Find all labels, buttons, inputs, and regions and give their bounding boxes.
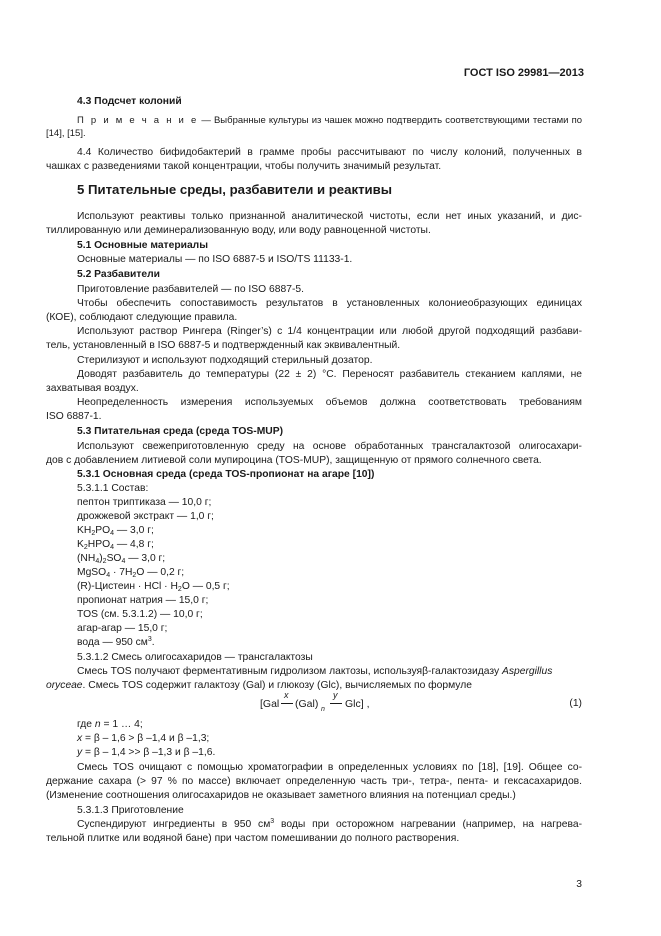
x-line: x = β – 1,6 > β –1,4 и β –1,3; (77, 733, 210, 744)
ingredient-item: дрожжевой экстракт — 1,0 г; (77, 511, 214, 522)
section-5-3-line: дов с добавлением литиевой соли мупироцина (TOS-MUP), защищенную от прямого солнечного света. (46, 455, 542, 466)
section-5-2-line: ISO 6887-1. (46, 411, 102, 422)
section-5-3-line: Используют свежеприготовленную среду на основе обработанных трансгалактозой олигосахари- (77, 441, 582, 452)
section-5-2-line: Чтобы обеспечить сопоставимость результатов в установленных колониеобразующих единицах (77, 298, 582, 309)
tos-line-1: Смесь TOS получают ферментативным гидролизом лактозы, используяβ-галактозидазу Aspergillus (77, 666, 553, 677)
where-line: где n = 1 … 4; (77, 719, 143, 730)
section-5-2-line: Стерилизуют и используют подходящий стерильный дозатор. (77, 355, 373, 366)
para-4-4-line-2: чашках с разведениями такой концентрации, чтобы получить значимый результат. (46, 161, 442, 172)
y-line: y = β – 1,4 >> β –1,3 и β –1,6. (77, 747, 216, 758)
prep-line-1: Суспендируют ингредиенты в 950 $см^3$ воды при осторожном нагревании (например, на нагрева- (77, 818, 583, 830)
prep-line-2: тельной плитке или водяной бане) при частом помешивании до полного растворения. (46, 833, 460, 844)
composition-heading: 5.3.1.1 Состав: (77, 483, 149, 494)
section-5-2-line: тель, установленный в ISO 6887-5 и подтвержденный как эквивалентный. (46, 340, 401, 351)
section-5-3-heading: 5.3 Питательная среда (среда TOS-MUP) (77, 426, 284, 437)
section-5-2-line: захватывая воздух. (46, 383, 139, 394)
ingredient-item: $K_2HPO_4$ — 4,8 г; (77, 539, 154, 551)
ingredient-item: пропионат натрия — 15,0 г; (77, 595, 209, 606)
note-line-2: [14], [15]. (46, 128, 86, 139)
section-5-1-heading: 5.1 Основные материалы (77, 240, 209, 251)
tos-para-line: (Изменение соотношения олигосахаридов не оказывает заметного влияния на потенциал среды.) (46, 790, 516, 801)
note-label: П р и м е ч а н и е (77, 115, 199, 126)
ingredient-item: (R)-Цистеин · HCl · $H_2O$ — 0,5 г; (77, 581, 230, 593)
ingredient-item: пептон триптиказа — 10,0 г; (77, 497, 212, 508)
ingredient-item: $(NH_4)_2SO_4$ — 3,0 г; (77, 553, 166, 565)
section-4-3-heading: 4.3 Подсчет колоний (77, 96, 182, 107)
section-5-1-text: Основные материалы — по ISO 6887-5 и ISO/TS 11133-1. (77, 254, 353, 265)
tos-line-2: orycеае. Смесь TOS содержит галактозу (Gal) и глюкозу (Glc), вычисляемых по формуле (46, 680, 472, 691)
section-5-2-line: Приготовление разбавителей — по ISO 6887-5. (77, 284, 304, 295)
para-4-4-line-1: 4.4 Количество бифидобактерий в грамме пробы рассчитывают по числу колоний, полученных в (77, 147, 582, 158)
section-5-heading: 5 Питательные среды, разбавители и реактивы (77, 182, 393, 197)
section-5-para-line-1: Используют реактивы только признанной аналитической чистоты, если нет иных указаний, и дис- (77, 211, 582, 222)
ingredient-item: TOS (см. 5.3.1.2) — 10,0 г; (77, 609, 203, 620)
equation-number: (1) (569, 698, 582, 709)
section-5-para-line-2: тиллированную или деминерализованную воду, или воду равноценной чистоты. (46, 225, 431, 236)
formula: [Gal x (Gal) n y Glc] , (260, 690, 370, 713)
standard-code: ГОСТ ISO 29981—2013 (463, 67, 584, 79)
section-5-2-heading: 5.2 Разбавители (77, 269, 161, 280)
section-5-2-line: Используют раствор Рингера (Ringer’s) с 1/4 концентрации или любой другой подходящий разбави- (77, 326, 582, 337)
section-5-2-line: Доводят разбавитель до температуры (22 ± 2) °С. Переносят разбавитель стеканием каплями, не (77, 369, 582, 380)
section-5-2-line: Неопределенность измерения используемых объемов должна соответствовать требованиям (77, 397, 582, 408)
ingredient-item: вода — 950 $см^3$. (77, 636, 155, 648)
section-5-3-1-3-heading: 5.3.1.3 Приготовление (77, 805, 184, 816)
ingredient-item: $KH_2PO_4$ — 3,0 г; (77, 525, 154, 537)
note-line-1: — Выбранные культуры из чашек можно подтвердить соответствующими тестами по (198, 115, 583, 126)
section-5-2-line: (КОЕ), соблюдают следующие правила. (46, 312, 238, 323)
ingredient-item: MgSO$_4$ · $7H_2O$ — 0,2 г; (77, 567, 185, 579)
page-number: 3 (576, 879, 582, 890)
section-5-3-1-heading: 5.3.1 Основная среда (среда TOS-пропионат на агаре [10]) (77, 469, 375, 480)
tos-para-line: Смесь TOS очищают с помощью хроматографии в определенных условиях по [18], [19]. Общее со- (77, 762, 582, 773)
tos-para-line: держание сахара (> 97 % по массе) включает определенную часть три-, тетра-, пента- и гексасахаридов. (46, 776, 582, 787)
section-5-3-1-2-heading: 5.3.1.2 Смесь олигосахаридов — трансгалактозы (77, 652, 313, 663)
ingredient-item: агар-агар — 15,0 г; (77, 623, 168, 634)
